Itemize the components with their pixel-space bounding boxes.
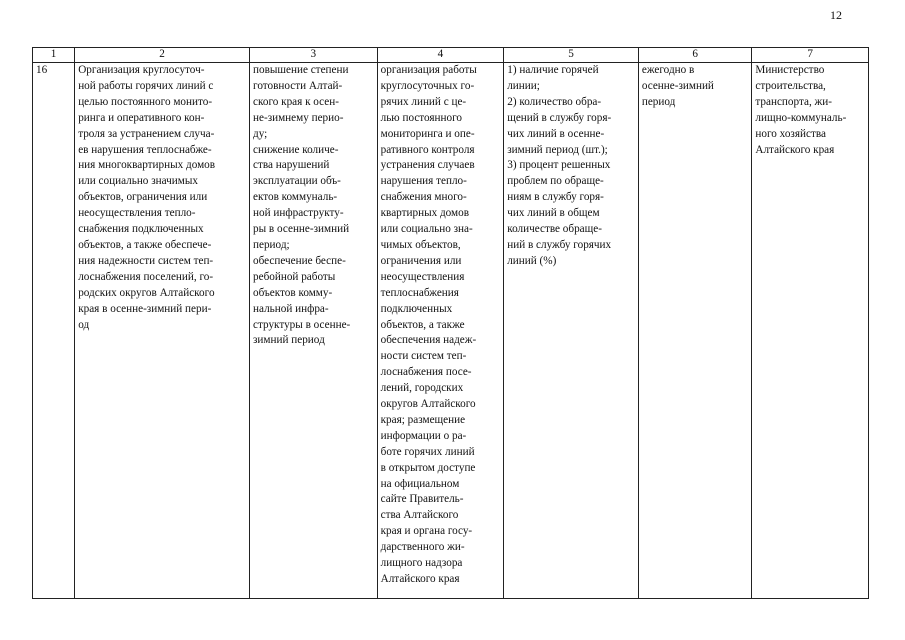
row-number-cell: 16 <box>33 63 75 599</box>
activities-table <box>32 47 869 599</box>
column-header-6: 6 <box>638 48 752 63</box>
column-header-7: 7 <box>752 48 869 63</box>
column-header-1: 1 <box>33 48 75 63</box>
table-row <box>33 63 869 599</box>
page-number: 12 <box>830 8 842 22</box>
column-header-3: 3 <box>250 48 378 63</box>
responsible-cell: Министерство строительства, транспорта, жи- лищно-коммуналь- ного хозяйства Алтайского края <box>752 63 869 599</box>
indicators-cell: 1) наличие горячей линии; 2) количество обра- щений в службу горя- чих линий в осенне- зимний период (шт.); 3) процент решенных проблем по обраще- ниям в службу горя- чих линий в общем количестве обраще- ний в службу горячих линий (%) <box>504 63 639 599</box>
column-header-2: 2 <box>75 48 250 63</box>
results-cell: организация работы круглосуточных го- рячих линий с це- лью постоянного мониторинга и опе- ративного контроля устранения случаев нарушения тепло- снабжения много- квартирных домов или социально зна- чимых объектов, ограничения или неосуществления теплоснабжения подключенных объектов, а также обеспечения надеж- ности систем теп- лоснабжения посе- лений, городских округов Алтайского края; размещение информации о ра- боте горячих линий в открытом доступе на официальном сайте Правитель- ства Алтайского края и органа госу- дарственного жи- лищного надзора Алтайского края <box>377 63 504 599</box>
goals-cell: повышение степени готовности Алтай- ского края к осен- не-зимнему перио- ду; снижение количе- ства нарушений эксплуатации объ- ектов коммуналь- ной инфраструкту- ры в осенне-зимний период; обеспечение беспе- ребойной работы объектов комму- нальной инфра- структуры в осенне- зимний период <box>250 63 378 599</box>
activity-cell: Организация круглосуточ- ной работы горячих линий с целью постоянного монито- ринга и оперативного кон- троля за устранением случа- ев нарушения теплоснабже- ния многоквартирных домов или социально значимых объектов, ограничения или неосуществления тепло- снабжения подключенных объектов, а также обеспече- ния надежности систем теп- лоснабжения поселений, го- родских округов Алтайского края в осенне-зимний пери- од <box>75 63 250 599</box>
term-cell: ежегодно в осенне-зимний период <box>638 63 752 599</box>
column-header-4: 4 <box>377 48 504 63</box>
table-header-row <box>33 48 869 63</box>
column-header-5: 5 <box>504 48 639 63</box>
